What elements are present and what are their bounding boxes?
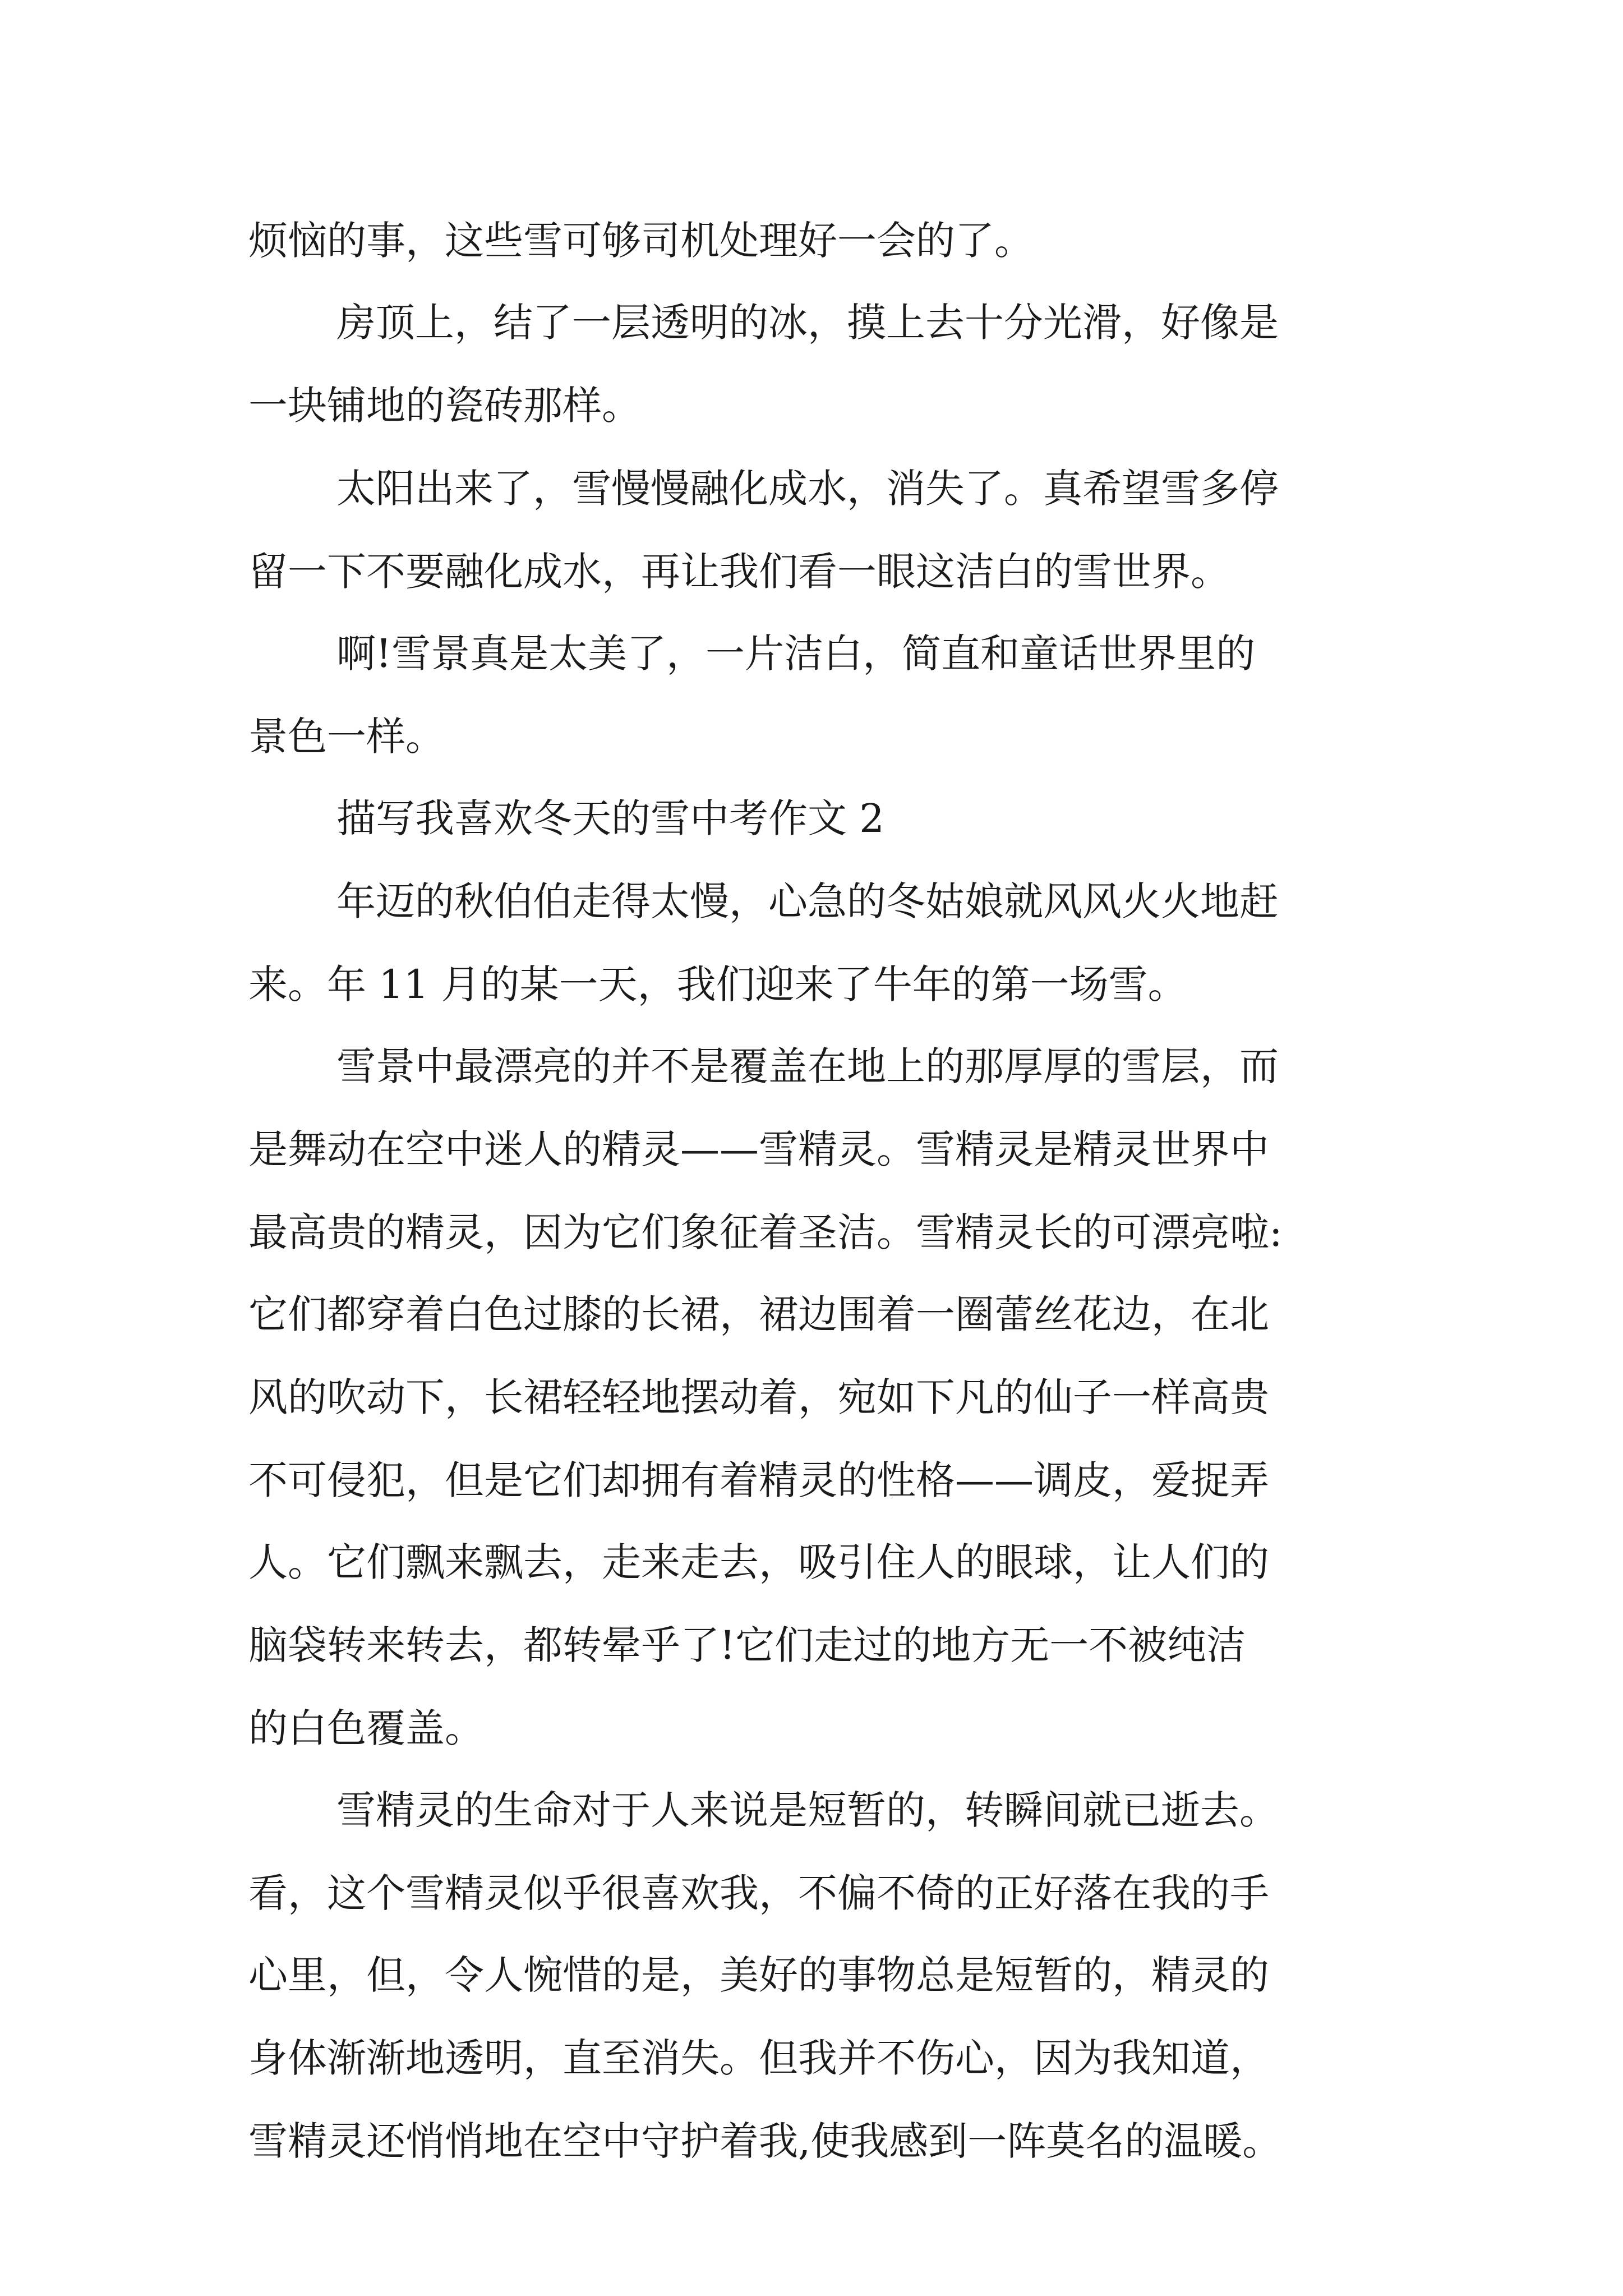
section-heading: 描写我喜欢冬天的雪中考作文 2 bbox=[336, 795, 884, 841]
paragraph-line: 雪精灵的生命对于人来说是短暂的，转瞬间就已逝去。 bbox=[336, 1787, 1279, 1833]
paragraph-line: 年迈的秋伯伯走得太慢，心急的冬姑娘就风风火火地赶 bbox=[336, 878, 1279, 924]
paragraph-line: 啊!雪景真是太美了，一片洁白，简直和童话世界里的 bbox=[336, 631, 1256, 677]
paragraph-line: 烦恼的事，这些雪可够司机处理好一会的了。 bbox=[248, 218, 1034, 264]
paragraph-line: 风的吹动下，长裙轻轻地摆动着，宛如下凡的仙子一样高贵 bbox=[248, 1374, 1269, 1420]
paragraph-line: 最高贵的精灵，因为它们象征着圣洁。雪精灵长的可漂亮啦: bbox=[248, 1209, 1283, 1255]
paragraph-line: 心里，但，令人惋惜的是，美好的事物总是短暂的，精灵的 bbox=[248, 1952, 1269, 1998]
paragraph-line: 来。年 11 月的某一天，我们迎来了牛年的第一场雪。 bbox=[248, 961, 1187, 1007]
paragraph-line: 它们都穿着白色过膝的长裙，裙边围着一圈蕾丝花边，在北 bbox=[248, 1291, 1269, 1337]
paragraph-line: 太阳出来了，雪慢慢融化成水，消失了。真希望雪多停 bbox=[336, 466, 1279, 512]
paragraph-line: 留一下不要融化成水，再让我们看一眼这洁白的雪世界。 bbox=[248, 549, 1230, 595]
paragraph-line: 雪景中最漂亮的并不是覆盖在地上的那厚厚的雪层，而 bbox=[336, 1043, 1279, 1089]
paragraph-line: 脑袋转来转去，都转晕乎了!它们走过的地方无一不被纯洁 bbox=[248, 1622, 1246, 1668]
paragraph-line: 是舞动在空中迷人的精灵——雪精灵。雪精灵是精灵世界中 bbox=[248, 1126, 1269, 1172]
paragraph-line: 的白色覆盖。 bbox=[248, 1705, 484, 1751]
paragraph-line: 看，这个雪精灵似乎很喜欢我，不偏不倚的正好落在我的手 bbox=[248, 1870, 1269, 1916]
paragraph-line: 景色一样。 bbox=[248, 714, 445, 760]
paragraph-line: 不可侵犯，但是它们却拥有着精灵的性格——调皮，爱捉弄 bbox=[248, 1457, 1269, 1503]
paragraph-line: 人。它们飘来飘去，走来走去，吸引住人的眼球，让人们的 bbox=[248, 1539, 1269, 1585]
paragraph-line: 雪精灵还悄悄地在空中守护着我,使我感到一阵莫名的温暖。 bbox=[248, 2118, 1282, 2164]
paragraph-line: 房顶上，结了一层透明的冰，摸上去十分光滑，好像是 bbox=[336, 300, 1279, 346]
paragraph-line: 身体渐渐地透明，直至消失。但我并不伤心，因为我知道， bbox=[248, 2035, 1269, 2081]
paragraph-line: 一块铺地的瓷砖那样。 bbox=[248, 383, 641, 429]
